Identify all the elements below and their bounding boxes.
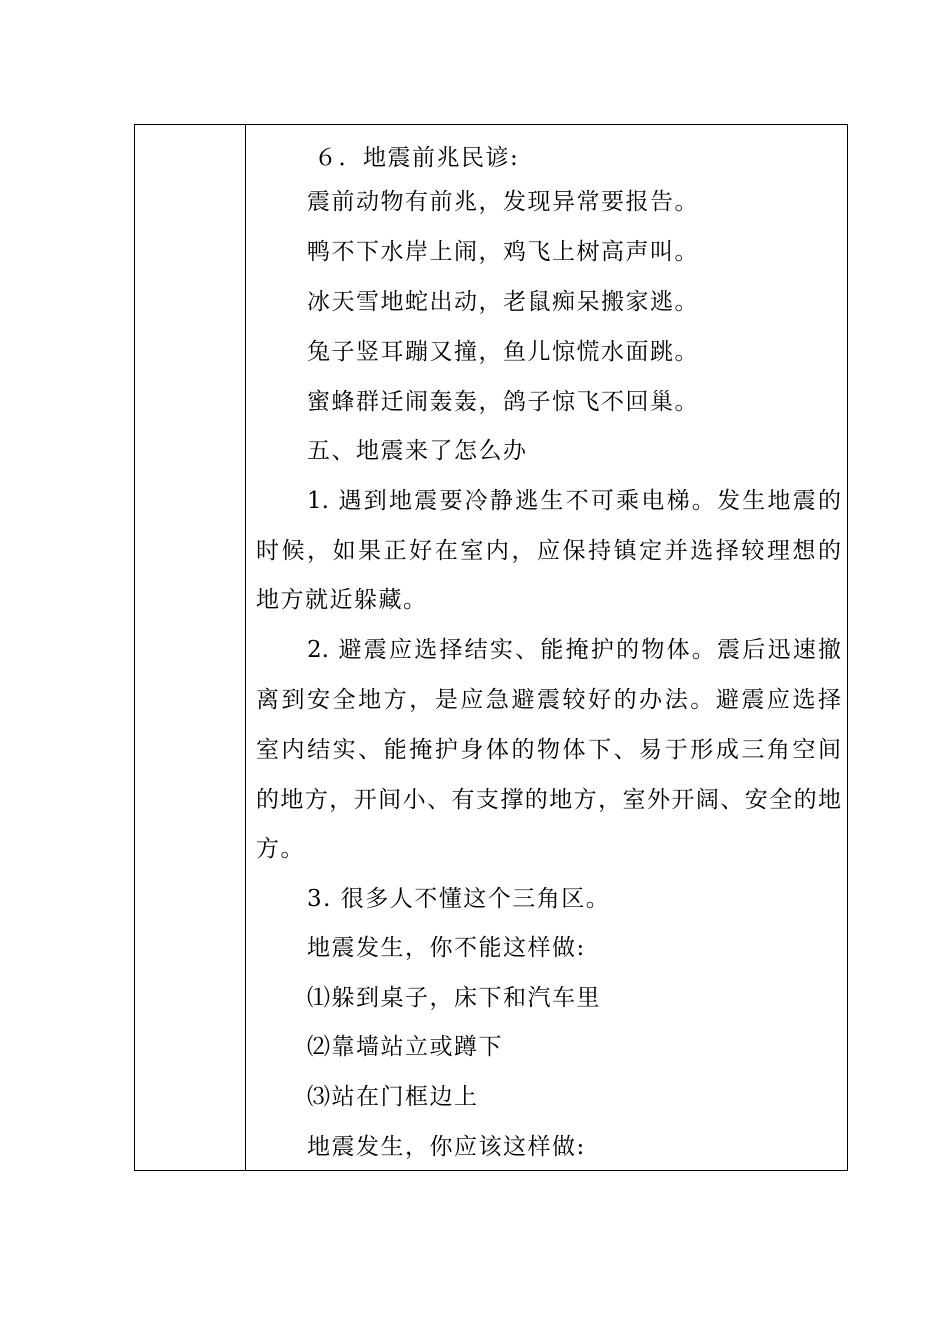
paragraph-line: 地方就近躲藏。 xyxy=(256,587,428,613)
proverb-line: 冰天雪地蛇出动，老鼠痴呆搬家逃。 xyxy=(307,289,699,315)
section-heading: 五、地震来了怎么办 xyxy=(307,438,528,464)
list-intro: 地震发生，你不能这样做: xyxy=(307,935,586,961)
proverb-line: 鸭不下水岸上闹，鸡飞上树高声叫。 xyxy=(307,239,699,265)
paragraph-line: 的地方，开间小、有支撑的地方，室外开阔、安全的地 xyxy=(256,787,841,813)
subheading-proverb: ６．地震前兆民谚: xyxy=(314,145,520,171)
paragraph-line: 离到安全地方，是应急避震较好的办法。避震应选择 xyxy=(256,687,841,713)
list-intro: 地震发生，你应该这样做: xyxy=(307,1134,586,1160)
proverb-line: 震前动物有前兆，发现异常要报告。 xyxy=(307,189,699,215)
list-item: ⑵靠墙站立或蹲下 xyxy=(307,1034,503,1060)
paragraph-line: 2. 避震应选择结实、能掩护的物体。震后迅速撤 xyxy=(307,637,841,663)
document-table xyxy=(134,124,848,1171)
list-item: ⑶站在门框边上 xyxy=(307,1084,479,1110)
list-item: ⑴躲到桌子，床下和汽车里 xyxy=(307,985,601,1011)
paragraph-line: 1. 遇到地震要冷静逃生不可乘电梯。发生地震的 xyxy=(307,488,841,514)
subheading-triangle: 3. 很多人不懂这个三角区。 xyxy=(307,886,611,912)
proverb-line: 蜜蜂群迁闹轰轰，鸽子惊飞不回巢。 xyxy=(307,389,699,415)
proverb-line: 兔子竖耳蹦又撞，鱼儿惊慌水面跳。 xyxy=(307,339,699,365)
paragraph-line: 室内结实、能掩护身体的物体下、易于形成三角空间 xyxy=(256,737,841,763)
paragraph-line: 时候，如果正好在室内，应保持镇定并选择较理想的 xyxy=(256,538,841,564)
paragraph-line: 方。 xyxy=(256,836,305,862)
table-column-divider xyxy=(245,125,246,1170)
